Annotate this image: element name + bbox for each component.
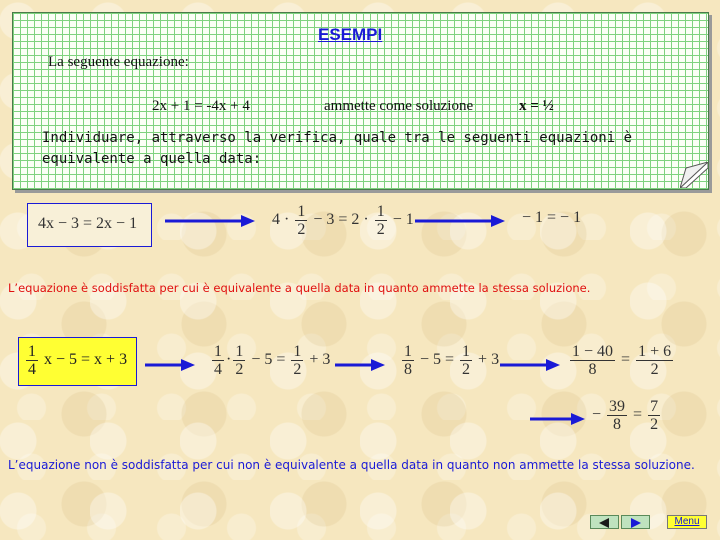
solution-value: x = ½	[519, 98, 554, 114]
example1-equation: 4x − 3 = 2x − 1	[38, 215, 138, 232]
example2-step2: $\frac{1}{8}$ − 5 = $\frac{1}{2}$ + 3	[404, 343, 500, 378]
arrow-right-icon	[415, 213, 505, 229]
example1-result: − 1 = − 1	[522, 209, 582, 226]
arrow-right-icon	[165, 213, 255, 229]
given-equation: 2x + 1 = -4x + 4	[152, 98, 250, 114]
page-fold-icon	[680, 162, 708, 188]
next-button[interactable]	[621, 515, 650, 529]
page-title: ESEMPI	[318, 25, 383, 44]
solution-label: ammette come soluzione	[324, 98, 474, 114]
example2-step1: $\frac{1}{4}$ · $\frac{1}{2}$ − 5 = $\frac{1}{2}$ + 3	[214, 343, 331, 378]
arrow-right-icon	[335, 357, 385, 373]
menu-button[interactable]: Menu	[667, 515, 707, 529]
previous-button[interactable]	[590, 515, 619, 529]
example1-message: L’equazione è soddisfatta per cui è equivalente a quella data in quanto ammette la stessa soluzione.	[8, 281, 591, 295]
example2-message: L’equazione non è soddisfatta per cui non è equivalente a quella data in quanto non ammette la stessa soluzione.	[8, 458, 695, 472]
arrow-right-icon	[145, 357, 195, 373]
question-text: Individuare, attraverso la verifica, quale tra le seguenti equazioni è equivalente a quella data:	[42, 130, 633, 167]
arrow-right-icon	[622, 517, 649, 529]
example2-step3: $\frac{1 - 40}{8}$ = $\frac{1 + 6}{2}$	[572, 343, 672, 378]
arrow-right-icon	[530, 411, 585, 427]
example1-step1: 4 · $\frac{1}{2}$ − 3 = 2 · $\frac{1}{2}$ − 1	[272, 203, 414, 238]
intro-text: La seguente equazione:	[48, 54, 189, 70]
arrow-right-icon	[500, 357, 560, 373]
example2-step4: − $\frac{39}{8}$ = $\frac{7}{2}$	[592, 398, 659, 433]
arrow-left-icon	[591, 517, 618, 529]
example2-equation: $\frac{1}{4}$ x − 5 = x + 3	[28, 343, 128, 378]
